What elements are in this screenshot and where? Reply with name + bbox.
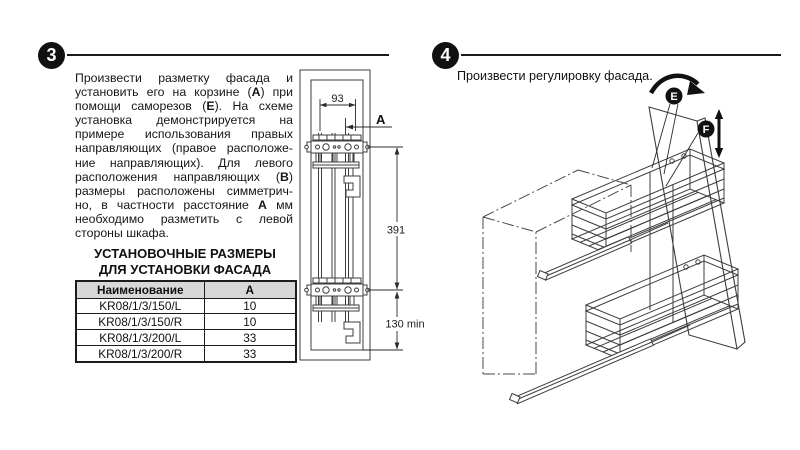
- callout-E-label: E: [670, 91, 678, 103]
- step-3-paragraph: [75, 71, 293, 240]
- paragraph-line: размеры расположены симметрич-: [75, 183, 293, 198]
- step-4-isometric-drawing: [448, 58, 748, 438]
- paragraph-line: направляющих (правое расположе-: [75, 141, 293, 156]
- dim-93-label: 93: [331, 93, 344, 105]
- dim-391-label: 391: [386, 224, 406, 237]
- bottom-mounting-bracket: [305, 278, 370, 343]
- table-row: KR08/1/3/200/R 33: [76, 345, 296, 361]
- step-3-rule: [67, 54, 389, 56]
- table-title-line1: УСТАНОВОЧНЫЕ РАЗМЕРЫ: [94, 246, 276, 261]
- vertical-adjust-arrow: [715, 109, 723, 158]
- callout-E: [666, 88, 683, 105]
- col-header-name: Наименование: [76, 281, 204, 298]
- step-4-caption: Произвести регулировку фасада.: [457, 69, 653, 83]
- paragraph-line: расположения направляющих (B): [75, 169, 293, 184]
- paragraph-line: стороны шкафа.: [75, 226, 169, 241]
- top-mounting-bracket: [305, 135, 370, 197]
- dim-130min-label: 130 min: [385, 318, 425, 331]
- table-row: KR08/1/3/150/L 10: [76, 298, 296, 314]
- paragraph-line: ние направляющих). Для левого: [75, 155, 293, 170]
- facade-dimensions-table: [75, 280, 297, 363]
- paragraph-line: установить его на корзине (A) при: [75, 85, 293, 100]
- step-4-rule: [461, 54, 781, 56]
- paragraph-line: помощи саморезов (E). На схеме: [75, 99, 294, 114]
- table-title: [75, 246, 295, 277]
- table-header-row: [76, 281, 296, 298]
- dim-a-label: A: [376, 112, 386, 127]
- paragraph-line: Произвести разметку фасада и: [75, 71, 293, 85]
- table-row: KR08/1/3/200/L 33: [76, 330, 296, 346]
- step-3-number: 3: [46, 45, 57, 65]
- paragraph-line: установка демонстрируется на: [75, 113, 293, 128]
- telescopic-slides: [510, 223, 691, 404]
- table-row: KR08/1/3/150/R 10: [76, 314, 296, 330]
- col-header-a: A: [204, 281, 296, 298]
- step-3-marker: [38, 42, 65, 69]
- callout-F-label: F: [702, 124, 710, 136]
- paragraph-line: необходимо разметить с левой: [75, 211, 293, 226]
- paragraph-line: примере использования правых: [75, 127, 293, 142]
- step-4-number: 4: [440, 45, 451, 65]
- step-3-technical-drawing: [288, 60, 433, 370]
- callout-F: [698, 121, 715, 138]
- table-title-line2: ДЛЯ УСТАНОВКИ ФАСАДА: [98, 261, 272, 277]
- paragraph-line: но, в частности расстояние A мм: [75, 197, 293, 212]
